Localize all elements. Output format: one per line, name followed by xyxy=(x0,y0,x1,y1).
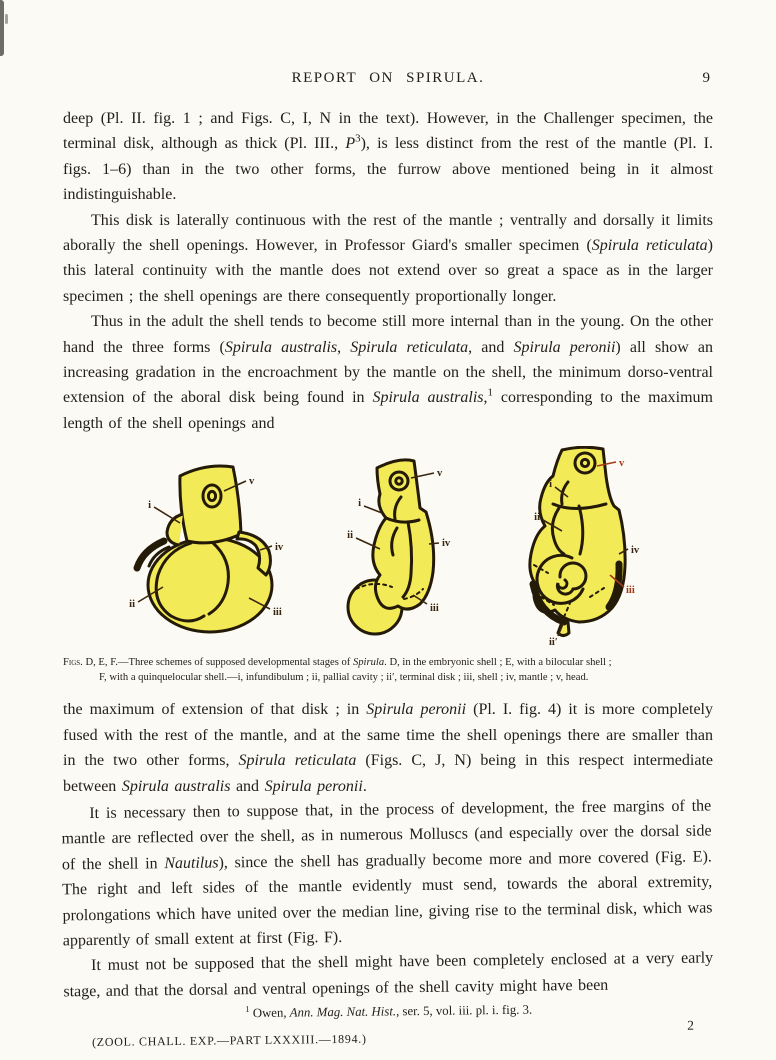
running-head xyxy=(63,70,713,92)
label-iii-shell: iii xyxy=(626,585,635,597)
sheet-signature-number: 2 xyxy=(687,1017,694,1033)
figure-developmental-stages xyxy=(63,446,713,685)
bottom-text-block xyxy=(61,793,714,1059)
label-iv-mantle: iv xyxy=(275,542,284,554)
label-v-head: v xyxy=(437,468,443,480)
figure-e xyxy=(347,460,451,634)
paragraph: It must not be supposed that the shell might have been completely enclosed at a very early stage, and that the dorsal and ventral openings of the shell cavity might have been xyxy=(63,949,714,1001)
paragraph: deep (Pl. II. fig. 1 ; and Figs. C, I, N in the text). However, in the Challenger specimen, the terminal disk, although as thick (Pl. III., $P^3$), is less distinct from the rest of the mantle (Pl. I. figs. 1–6) than in the two other forms, the furrow above mentioned being in it almost indistinguishable. xyxy=(63,110,714,204)
label-iv-mantle: iv xyxy=(631,545,640,557)
label-ii-pallial-cavity: ii xyxy=(129,599,135,611)
figure-caption xyxy=(63,655,713,685)
label-ii-pallial-cavity: ii xyxy=(534,512,540,524)
paragraph: the maximum of extension of that disk ; in Spirula peronii (Pl. I. fig. 4) it is more completely fused with the rest of the mantle, and at the same time the shell openings there are smaller than in the two other forms, Spirula reticulata (Figs. C, J, N) being in this respect intermediate between Spirula australis and Spirula peronii. xyxy=(63,701,713,795)
figure-illustration xyxy=(63,446,713,648)
label-iv-mantle: iv xyxy=(442,538,451,550)
figure-d xyxy=(129,466,284,632)
paragraph: This disk is laterally continuous with the rest of the mantle ; ventrally and dorsally it limits aborally the shell openings. However, in Professor Giard's smaller specimen (Spirula reticulata) this lateral continuity with the mantle does not extend over so great a space as in the larger specimen ; the shell openings are there consequently proportionally longer. xyxy=(63,211,713,305)
label-i-infundibulum: i xyxy=(549,479,552,491)
page-footer xyxy=(64,1018,714,1060)
label-ii-pallial-cavity: ii xyxy=(347,530,353,542)
figure-f xyxy=(530,448,640,649)
figure-caption-line1: Figs. D, E, F.—Three schemes of supposed developmental stages of Spirula. D, in the embryonic shell ; E, with a bilocular shell ; xyxy=(63,657,612,669)
label-ii-prime-terminal-disk: ii′ xyxy=(549,637,558,649)
label-iii-shell: iii xyxy=(430,603,439,615)
label-i-infundibulum: i xyxy=(148,500,151,512)
label-v-head: v xyxy=(619,458,625,470)
footnote: $^1$ Owen, Ann. Mag. Nat. Hist., ser. 5, vol. iii. pl. i. fig. 3. xyxy=(245,1002,533,1021)
page-number: 9 xyxy=(702,70,710,86)
label-v-head: v xyxy=(249,476,255,488)
paragraph: It is necessary then to suppose that, in the process of development, the free margins of the mantle are reflected over the shell, as in numerous Molluscs (and especially over the dorsal side of the shell in Nautilus), since the shell has gradually become more and more covered (Fig. E). The right and left sides of the mantle evidently must send, towards the aboral extremity, prolongations which have united over the median line, giving rise to the terminal disk, which was apparently of small extent at first (Fig. F). xyxy=(61,797,713,950)
publication-signature: (ZOOL. CHALL. EXP.—PART LXXXIII.—1894.) xyxy=(91,1031,367,1050)
label-i-infundibulum: i xyxy=(358,498,361,510)
page-title: REPORT ON SPIRULA. xyxy=(291,70,485,86)
paragraph: Thus in the adult the shell tends to become still more internal than in the young. On the other hand the three forms (Spirula australis, Spirula reticulata, and Spirula peronii) all show an increasing gradation in the encroachment by the mantle on the shell, the minimum dorso-ventral extension of the aboral disk being found in Spirula australis,$^1$ corresponding to the maximum length of the shell openings and xyxy=(63,313,714,432)
label-iii-shell: iii xyxy=(273,607,282,619)
figure-caption-line2: F, with a quinquelocular shell.—i, infundibulum ; ii, pallial cavity ; ii′, terminal disk ; iii, shell ; iv, mantle ; v, head. xyxy=(99,672,589,684)
